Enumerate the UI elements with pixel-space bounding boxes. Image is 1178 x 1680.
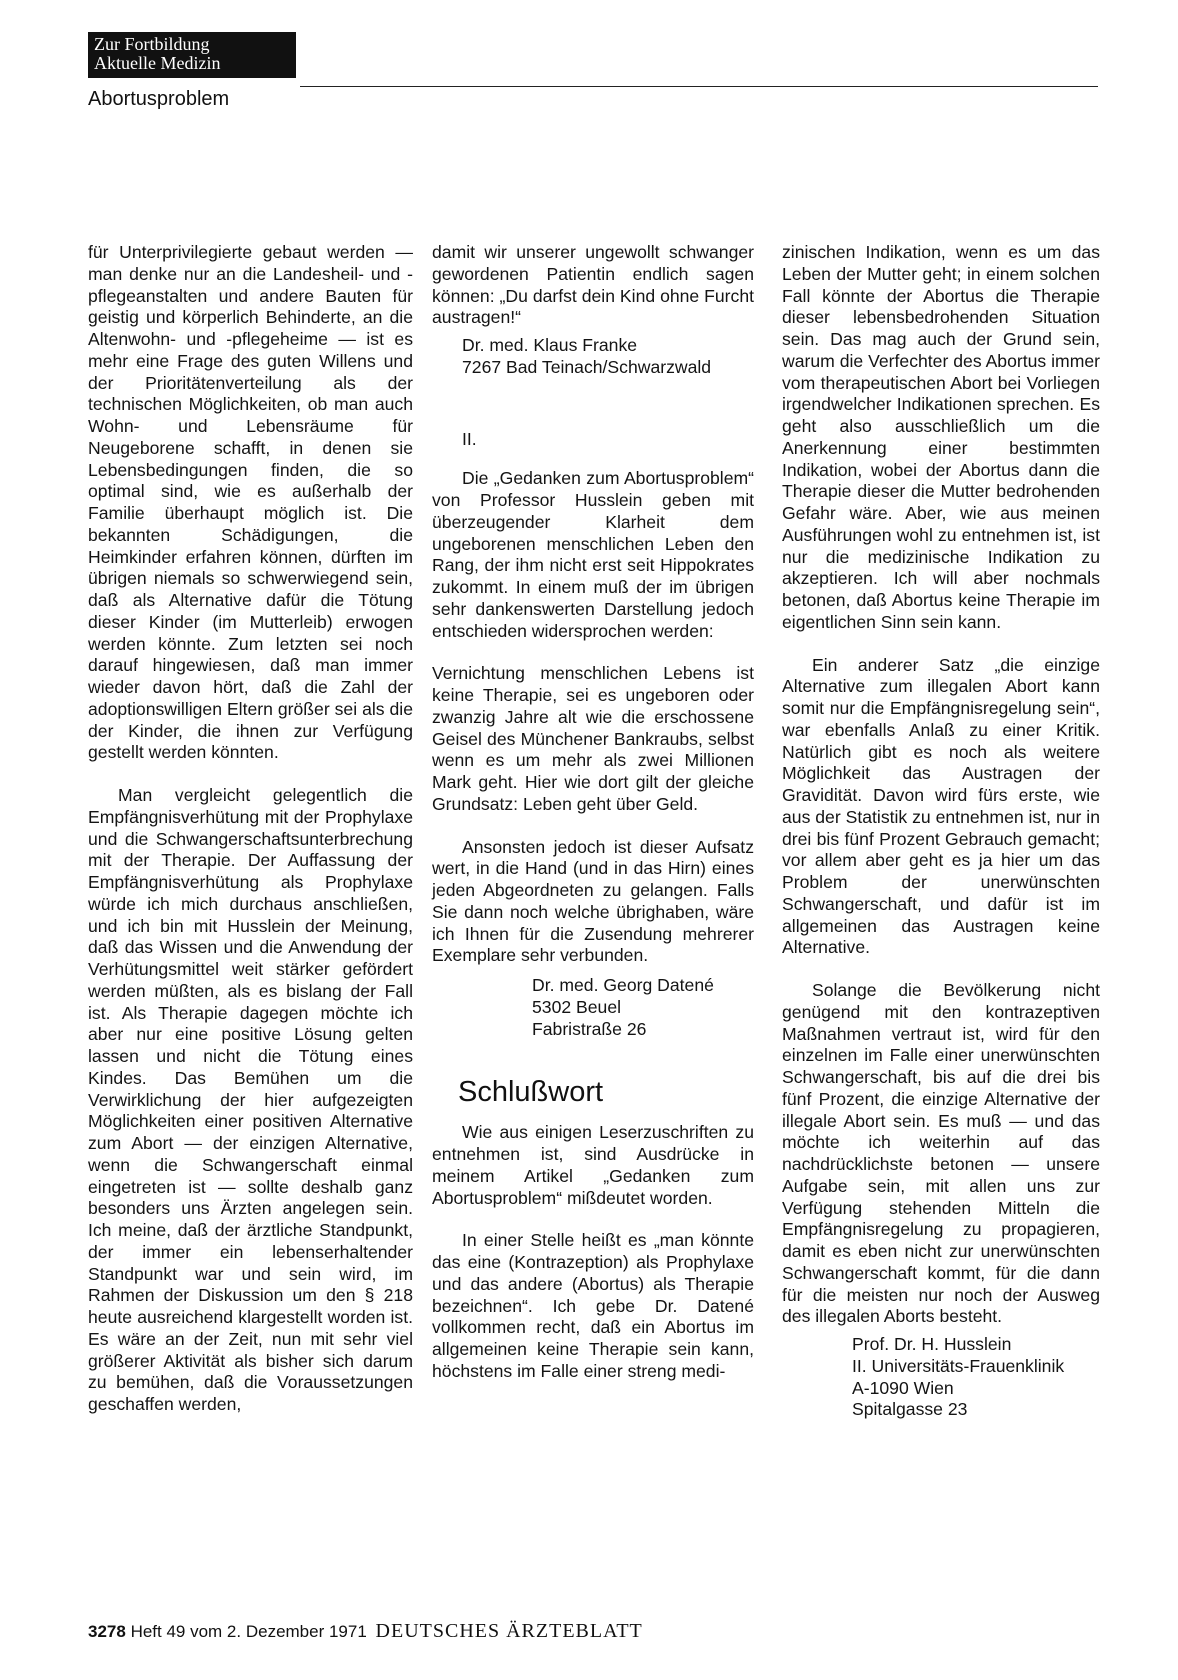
column-3 [782, 242, 1100, 1421]
page-footer [88, 1620, 643, 1643]
column-2 [432, 242, 754, 1383]
header-rule [300, 86, 1098, 87]
issue-info: Heft 49 vom 2. Dezember 1971 [130, 1622, 367, 1641]
signature-franke-place: 7267 Bad Teinach/Schwarzwald [462, 356, 712, 377]
signature-husslein-street: Spitalgasse 23 [852, 1399, 968, 1420]
col3-paragraph-1: zinischen Indikation, wenn es um das Leben der Mutter geht; in einem solchen Fall könnte der Abortus die Therapie dieser lebensbedrohenden Situation sein. Das mag auch der Grund sein, warum die Verfechter des Abortus immer vom therapeutischen Abort bei Vorliegen irgendwelcher Indikationen sprechen. Es geht also ausschließlich um die Anerkennung einer bestimmten Indikation, wobei der Abortus dann die Therapie dieser die Mutter bedrohenden Gefahr wäre. Aber, wie aus meinen Ausführungen wohl zu entnehmen ist, ist nur die medizinische Indikation zu akzeptieren. Ich will aber nochmals betonen, daß Abortus keine Therapie im eigentlichen Sinn sein kann. [782, 242, 1100, 632]
signature-datene-name: Dr. med. Georg Datené [532, 975, 714, 995]
rubric-line-2: Aktuelle Medizin [94, 53, 221, 73]
rubric-line-1: Zur Fortbildung [94, 34, 210, 54]
col2-paragraph-2: Die „Gedanken zum Abortusproblem“ von Professor Husslein geben mit überzeugender Klarheit dem ungeborenen menschlichen Leben den Rang, der ihm nicht erst seit Hippokrates zukommt. In einem muß der im übrigen sehr dankenswerten Darstellung jedoch entschieden widersprochen werden: [432, 468, 754, 641]
rubric-box [88, 32, 296, 78]
signature-datene-place: 5302 Beuel [532, 996, 622, 1017]
col2-paragraph-1: damit wir unserer ungewollt schwanger gewordenen Patientin endlich sagen können: „Du darfst dein Kind ohne Furcht austragen!“ [432, 242, 754, 328]
col2-paragraph-6: In einer Stelle heißt es „man könnte das eine (Kontrazeption) als Prophylaxe und das andere (Abortus) als Therapie bezeichnen“. Ich gebe Dr. Datené vollkommen recht, daß ein Abortus im allgemeinen keine Therapie sein kann, höchstens im Falle einer streng medi- [432, 1230, 754, 1381]
section-title: Abortusproblem [88, 88, 230, 110]
signature-husslein-city: A-1090 Wien [852, 1377, 954, 1398]
journal-name: DEUTSCHES ÄRZTEBLATT [375, 1620, 643, 1642]
page-number: 3278 [88, 1622, 126, 1641]
col3-paragraph-3: Solange die Bevölkerung nicht genügend mit den kontrazeptiven Maßnahmen vertraut ist, wird für den einzelnen im Falle einer unerwünschten Schwangerschaft, bis auf die drei bis fünf Prozent, die einzige Alternative der illegale Abort sein. Es muß — und das möchte ich weiterhin auf das nachdrücklichste betonen — unsere Aufgabe sein, mit allen uns zur Verfügung stehenden Mitteln die Empfängnisregelung zu propagieren, damit es eben nicht zur unerwünschten Schwangerschaft kommt, für die dann für die meisten nur noch der Ausweg des illegalen Aborts besteht. [782, 980, 1100, 1327]
signature-husslein [782, 1334, 1100, 1421]
col2-paragraph-4: Ansonsten jedoch ist dieser Aufsatz wert, in die Hand (und in das Hirn) eines jeden Abgeordneten zu gelangen. Falls Sie dann noch welche übrighaben, wäre ich Ihnen für die Zusendung mehrerer Exemplare sehr verbunden. [432, 836, 754, 966]
schlusswort-heading: Schlußwort [458, 1076, 604, 1109]
col1-paragraph-1: für Unterprivilegierte gebaut werden — man denke nur an die Landesheil- und -pflegeanstalten und andere Bauten für geistig und körperlich Behinderte, an die Altenwohn- und -pflegeheime — ist es mehr eine Frage des guten Willens und der Prioritätenverteilung als der technischen Möglichkeiten, ob man auch Wohn- und Lebensräume für Neugeborene schafft, in denen sie Lebensbedingungen finden, die so optimal sind, wie es außerhalb der Familie überhaupt möglich ist. Die bekannten Schädigungen, die Heimkinder erfahren können, dürften im übrigen niemals so schwerwiegend sein, daß als Alternative dafür die Tötung dieser Kinder (im Mutterleib) erwogen werden könnte. Zum letzten sei noch darauf hingewiesen, daß man immer wieder davon hört, daß die Zahl der adoptionswilligen Eltern größer sei als die der Kinder, die ihnen zur Verfügung gestellt werden könnten. [88, 242, 413, 763]
col1-paragraph-2: Man vergleicht gelegentlich die Empfängnisverhütung mit der Prophylaxe und die Schwangerschaftsunterbrechung mit der Therapie. Der Auffassung der Empfängnisverhütung als Prophylaxe würde ich mich durchaus anschließen, und ich bin mit Husslein der Meinung, daß das Wissen und die Anwendung der Verhütungsmittel weit stärker gefördert werden müßten, als es bislang der Fall ist. Als Therapie dagegen möchte ich aber nur eine positive Lösung gelten lassen und nicht die Tötung eines Kindes. Das Bemühen um die Verwirklichung der hier aufgezeigten Möglichkeiten einer positiven Alternative zum Abort — der einzigen Alternative, wenn die Schwangerschaft einmal eingetreten ist — sollte deshalb ganz besonders uns Ärzten angelegen sein. Ich meine, daß der ärztliche Standpunkt, der immer ein lebenserhaltender Standpunkt war und sein wird, im Rahmen der Diskussion um den § 218 heute ausreichend klargestellt worden ist. Es wäre an der Zeit, nun mit sehr viel größerer Aktivität als bisher sich darum zu bemühen, daß die Voraussetzungen geschaffen werden, [88, 785, 413, 1414]
signature-husslein-institute: II. Universitäts-Frauenklinik [852, 1355, 1065, 1376]
col3-paragraph-2: Ein anderer Satz „die einzige Alternative zum illegalen Abort kann somit nur die Empfängnisregelung sein“, war ebenfalls Anlaß zu einer Kritik. Natürlich gibt es noch als weitere Möglichkeit das Austragen der Gravidität. Davon wird fürs erste, wie aus der Statistik zu entnehmen ist, nur in drei bis fünf Prozent Gebrauch gemacht; vor allem aber geht es ja hier um das Problem der unerwünschten Schwangerschaft, und dafür ist im allgemeinen das Austragen keine Alternative. [782, 654, 1100, 958]
signature-husslein-name: Prof. Dr. H. Husslein [852, 1334, 1012, 1354]
signature-datene [432, 975, 754, 1040]
signature-datene-street: Fabristraße 26 [532, 1018, 647, 1039]
signature-franke-name: Dr. med. Klaus Franke [462, 335, 638, 355]
col2-paragraph-5: Wie aus einigen Leserzuschriften zu entnehmen ist, sind Ausdrücke in meinem Artikel „Gedanken zum Abortusproblem“ mißdeutet worden. [432, 1122, 754, 1208]
col2-paragraph-3: Vernichtung menschlichen Lebens ist keine Therapie, sei es ungeboren oder zwanzig Jahre alt wie die erschossene Geisel des Münchener Bankraubs, selbst wenn es um mehr als zwei Millionen Mark geht. Hier wie dort gilt der gleiche Grundsatz: Leben geht über Geld. [432, 663, 754, 814]
section-numeral: II. [462, 428, 477, 449]
column-1 [88, 242, 413, 1416]
signature-franke [432, 335, 754, 379]
